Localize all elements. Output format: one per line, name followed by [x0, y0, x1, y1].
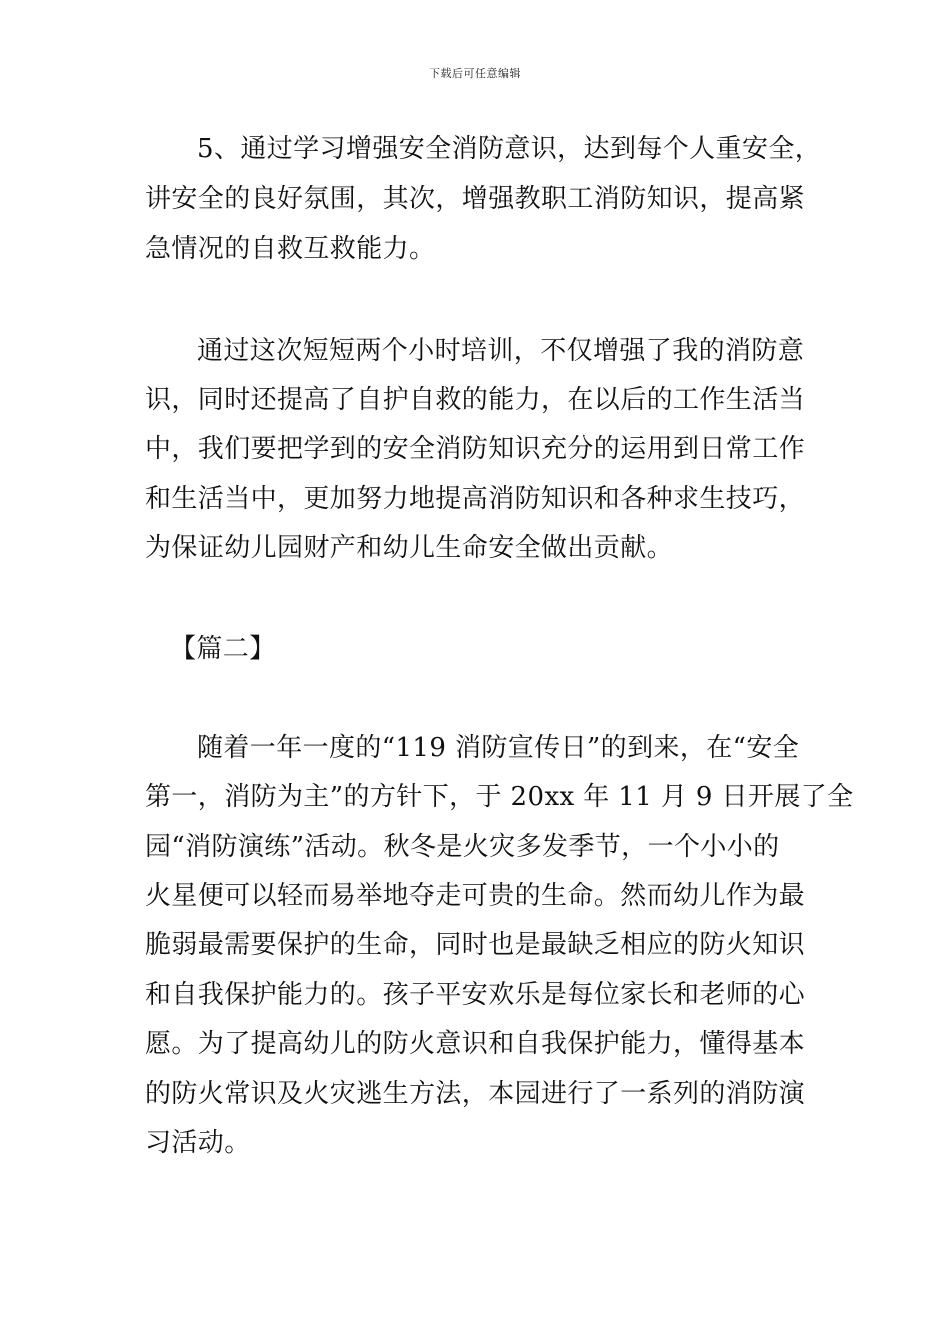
- paragraph-3-line-1: 随着一年一度的“119 消防宣传日”的到来，在“安全: [197, 733, 800, 763]
- paragraph-2-line-2: 识，同时还提高了自护自救的能力，在以后的工作生活当: [145, 385, 806, 415]
- paragraph-3-line-2: 第一，消防为主”的方针下，于 20xx 年 11 月 9 日开展了全: [145, 782, 854, 812]
- paragraph-1-line-2: 讲安全的良好氛围，其次，增强教职工消防知识，提高紧: [145, 184, 806, 214]
- paragraph-2-line-3: 中，我们要把学到的安全消防知识充分的运用到日常工作: [145, 434, 806, 464]
- paragraph-2-line-1: 通过这次短短两个小时培训，不仅增强了我的消防意: [197, 336, 805, 366]
- paragraph-2-line-4: 和生活当中，更加努力地提高消防知识和各种求生技巧，: [145, 484, 806, 514]
- paragraph-3-line-9: 习活动。: [145, 1128, 251, 1158]
- paragraph-3-line-3: 园“消防演练”活动。秋冬是火灾多发季节，一个小小的: [145, 832, 780, 862]
- paragraph-2-line-5: 为保证幼儿园财产和幼儿生命安全做出贡献。: [145, 533, 674, 563]
- paragraph-3-line-8: 的防火常识及火灾逃生方法，本园进行了一系列的消防演: [145, 1079, 806, 1109]
- paragraph-3-line-6: 和自我保护能力的。孩子平安欢乐是每位家长和老师的心: [145, 980, 806, 1010]
- paragraph-3-line-7: 愿。为了提高幼儿的防火意识和自我保护能力，懂得基本: [145, 1029, 806, 1059]
- paragraph-3-line-5: 脆弱最需要保护的生命，同时也是最缺乏相应的防火知识: [145, 930, 806, 960]
- header-note: 下载后可任意编辑: [429, 67, 521, 80]
- paragraph-1-line-1: 5、通过学习增强安全消防意识，达到每个人重安全，: [197, 134, 822, 164]
- paragraph-3-line-4: 火星便可以轻而易举地夺走可贵的生命。然而幼儿作为最: [145, 881, 806, 911]
- paragraph-1-line-3: 急情况的自救互救能力。: [145, 234, 436, 264]
- section-heading: 【篇二】: [170, 634, 276, 664]
